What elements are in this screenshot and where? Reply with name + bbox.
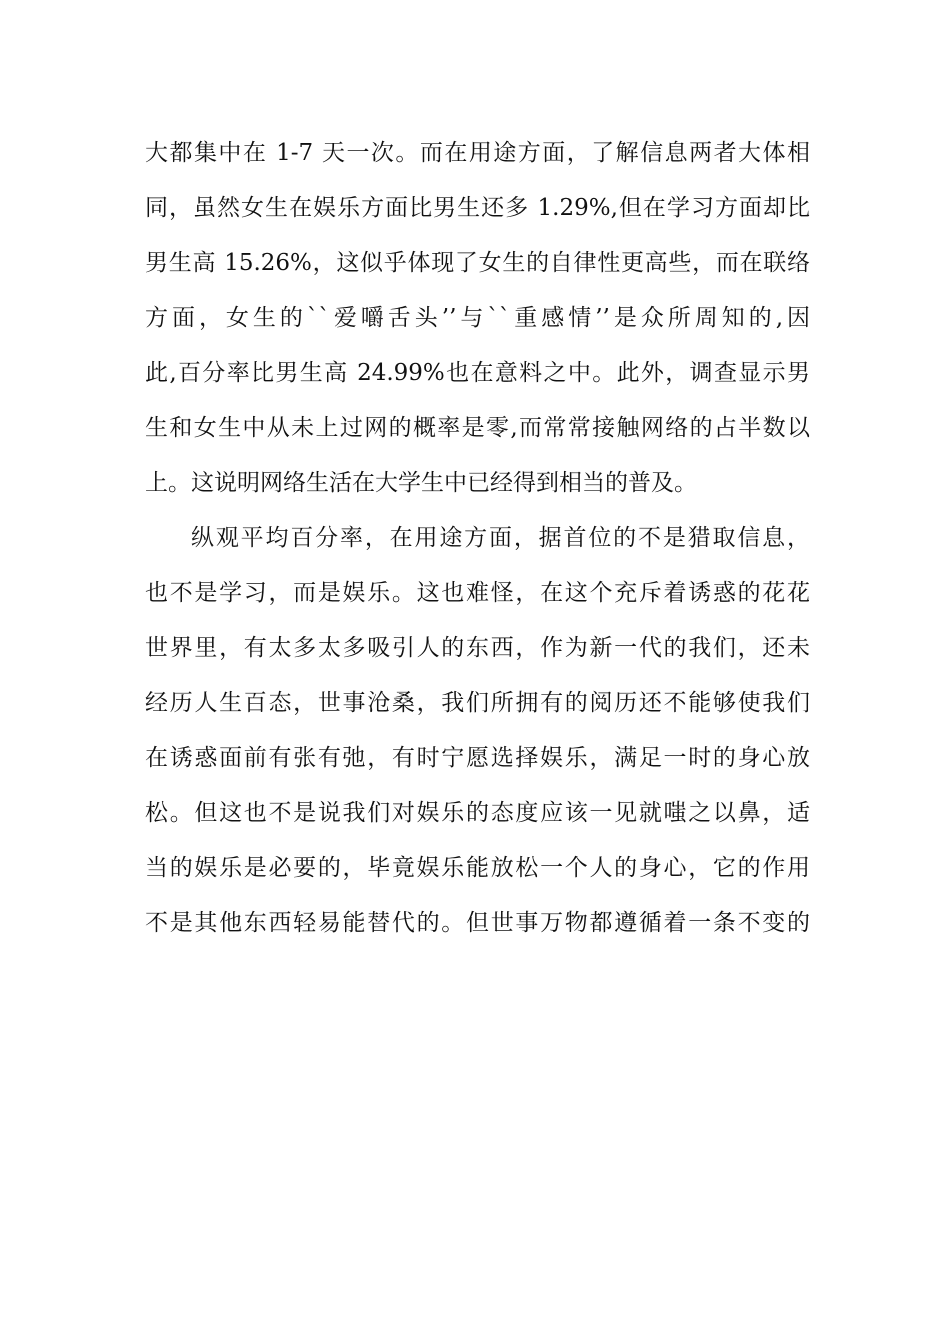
text-line: 世界里，有太多太多吸引人的东西，作为新一代的我们，还未 (145, 635, 810, 661)
text-line: 此,百分率比男生高 24.99%也在意料之中。此外，调查显示男 (145, 360, 810, 386)
text-line: 大都集中在 1-7 天一次。而在用途方面，了解信息两者大体相 (145, 140, 810, 166)
text-line: 男生高 15.26%，这似乎体现了女生的自律性更高些，而在联络 (145, 250, 810, 276)
text-line: 生和女生中从未上过网的概率是零,而常常接触网络的占半数以 (145, 415, 810, 441)
body-text (145, 128, 810, 953)
text-line: 当的娱乐是必要的，毕竟娱乐能放松一个人的身心，它的作用 (145, 855, 810, 881)
text-line: 经历人生百态，世事沧桑，我们所拥有的阅历还不能够使我们 (145, 690, 810, 716)
text-line: 同，虽然女生在娱乐方面比男生还多 1.29%,但在学习方面却比 (145, 195, 810, 221)
text-line: 方面，女生的``爱嚼舌头’’与``重感情’’是众所周知的,因 (145, 305, 810, 331)
text-line: 松。但这也不是说我们对娱乐的态度应该一见就嗤之以鼻，适 (145, 800, 810, 826)
text-line: 也不是学习，而是娱乐。这也难怪，在这个充斥着诱惑的花花 (145, 580, 810, 606)
text-line: 在诱惑面前有张有弛，有时宁愿选择娱乐，满足一时的身心放 (145, 745, 810, 771)
text-line: 不是其他东西轻易能替代的。但世事万物都遵循着一条不变的 (145, 910, 810, 936)
text-line-paragraph-end: 上。这说明网络生活在大学生中已经得到相当的普及。 (145, 470, 697, 496)
text-line-paragraph-start: 纵观平均百分率，在用途方面，据首位的不是猎取信息， (191, 525, 810, 551)
